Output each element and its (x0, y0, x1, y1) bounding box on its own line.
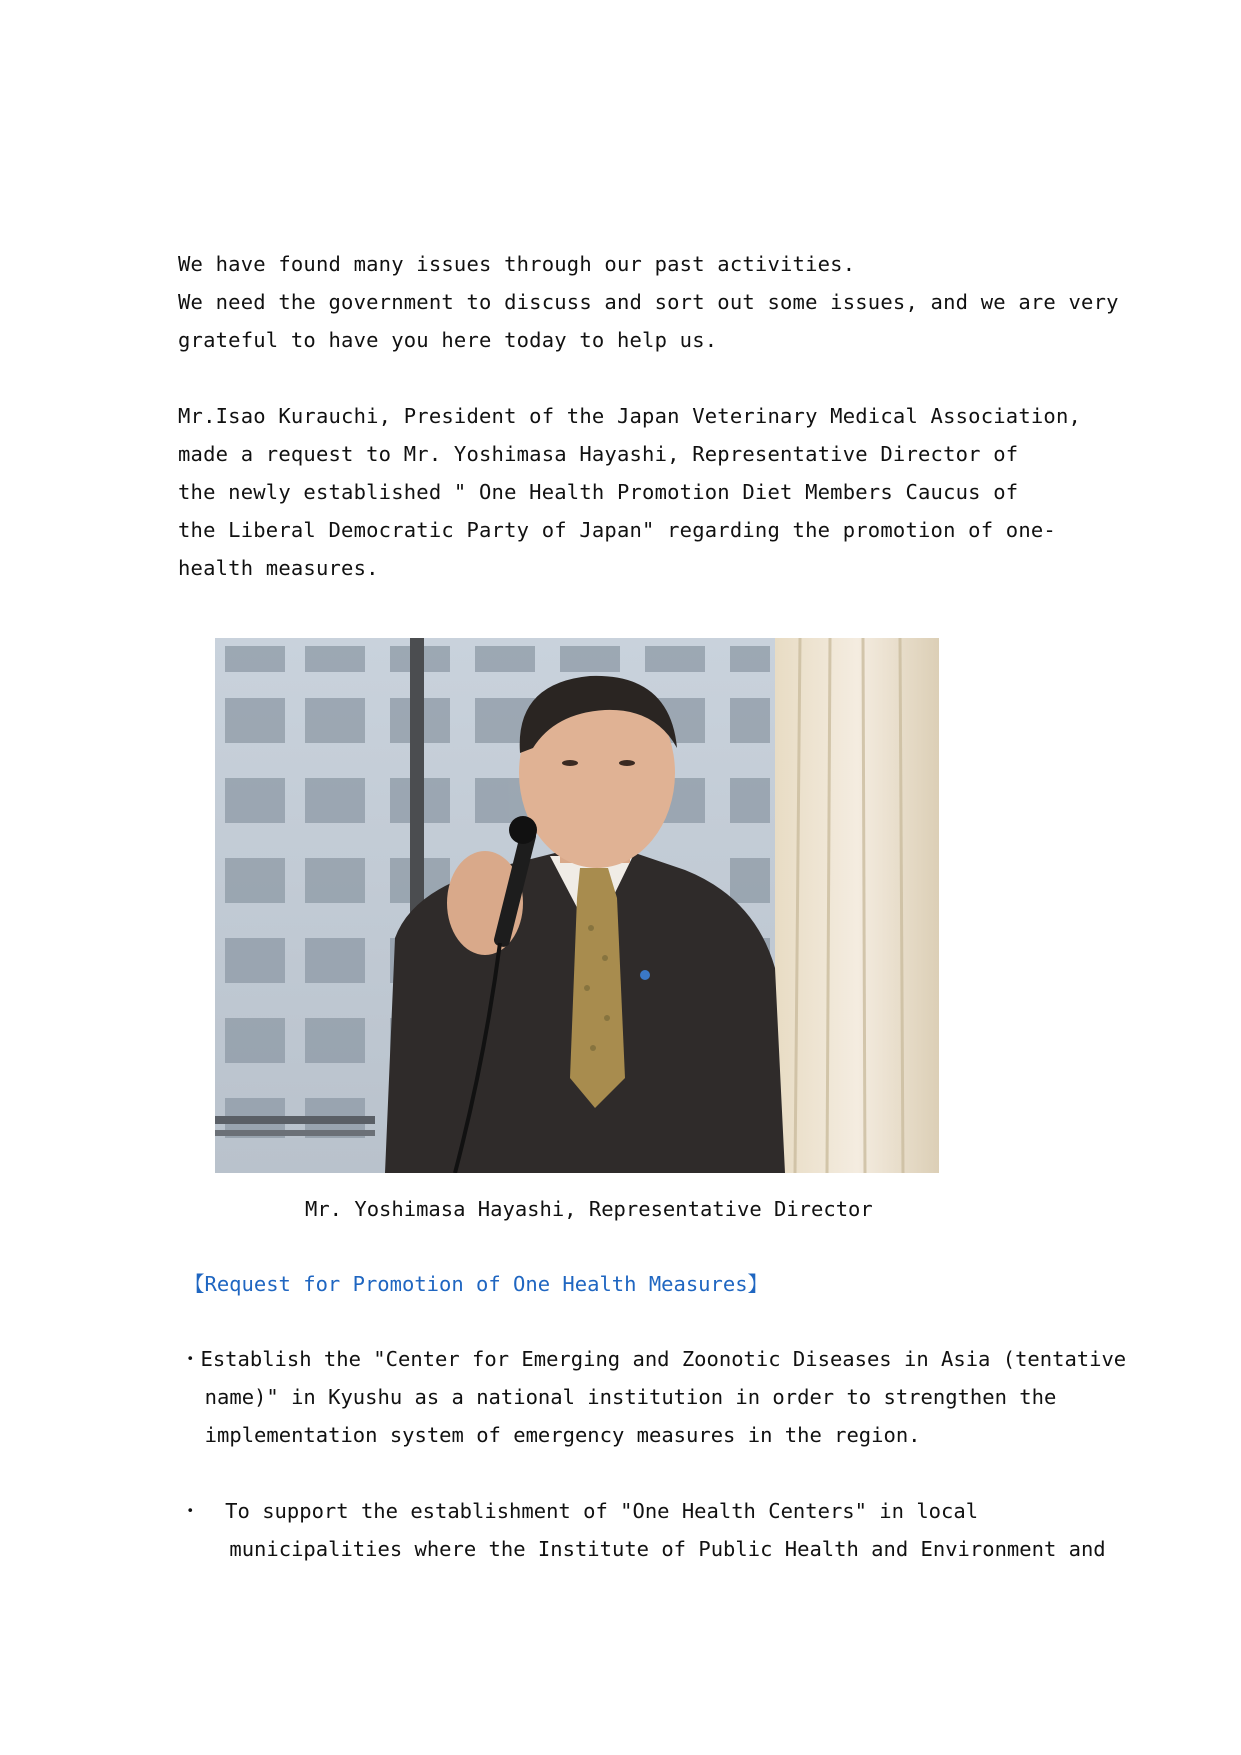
bullet1-line-2: name)" in Kyushu as a national institution in order to strengthen the (180, 1385, 1057, 1409)
bullet2-line-2: municipalities where the Institute of Public Health and Environment and (180, 1537, 1106, 1561)
paragraph1-line-2: We need the government to discuss and sort out some issues, and we are very (178, 290, 1119, 314)
bullet1-line-1: ・Establish the "Center for Emerging and Zoonotic Diseases in Asia (tentative (180, 1347, 1127, 1371)
photo-caption: Mr. Yoshimasa Hayashi, Representative Director (305, 1197, 873, 1221)
bullet1-line-3: implementation system of emergency measures in the region. (180, 1423, 921, 1447)
paragraph2-line-3: the newly established " One Health Promotion Diet Members Caucus of (178, 480, 1019, 504)
section-heading: 【Request for Promotion of One Health Measures】 (184, 1272, 769, 1296)
paragraph2-line-5: health measures. (178, 556, 379, 580)
speaker-photo (215, 638, 939, 1173)
paragraph1-line-1: We have found many issues through our past activities. (178, 252, 856, 276)
paragraph2-line-4: the Liberal Democratic Party of Japan" regarding the promotion of one- (178, 518, 1056, 542)
paragraph2-line-1: Mr.Isao Kurauchi, President of the Japan Veterinary Medical Association, (178, 404, 1082, 428)
bullet2-line-1: ・ To support the establishment of "One Health Centers" in local (180, 1499, 979, 1523)
paragraph1-line-3: grateful to have you here today to help us. (178, 328, 718, 352)
paragraph2-line-2: made a request to Mr. Yoshimasa Hayashi, Representative Director of (178, 442, 1019, 466)
